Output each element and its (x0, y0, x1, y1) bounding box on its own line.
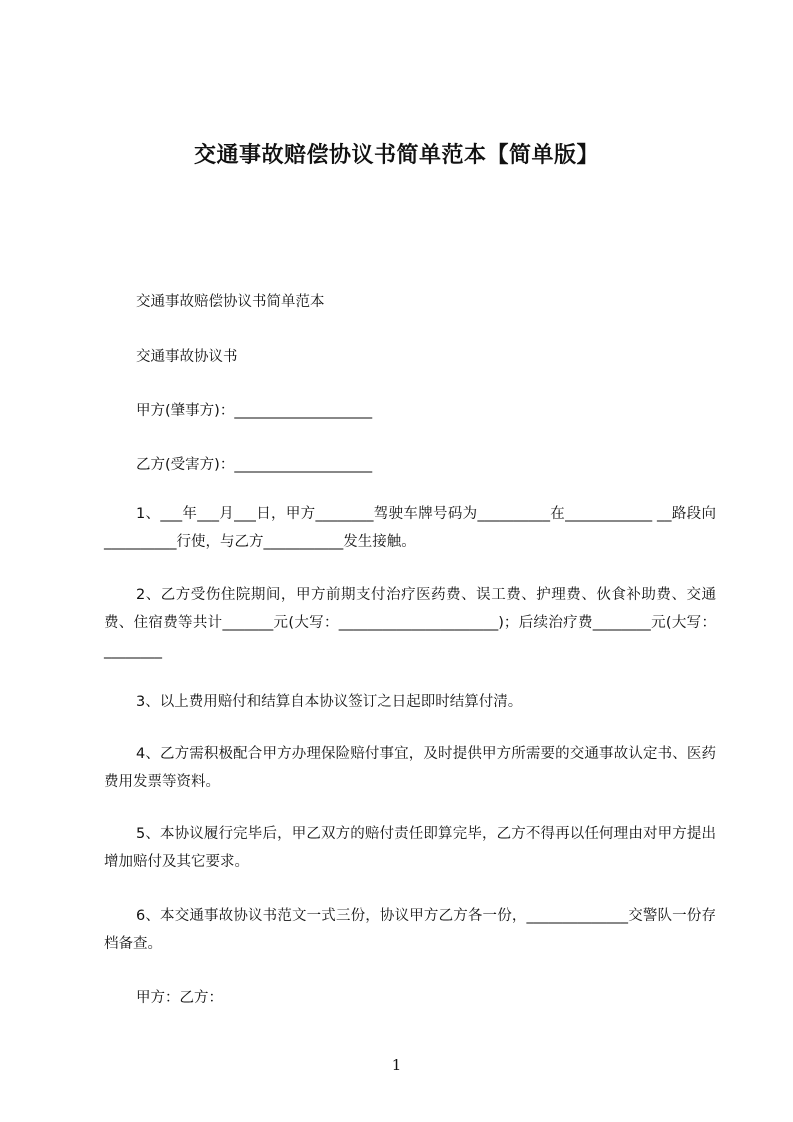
clause-1: 1、___年___月___日，甲方________驾驶车牌号码为__________在____________ __路段向__________行使，与乙方___________发生接触。 (104, 506, 716, 550)
clause-3: 3、以上费用赔付和结算自本协议签订之日起即时结算付清。 (136, 694, 523, 710)
party-b-line: 乙方(受害方)：___________________ (136, 457, 373, 473)
document-title: 交通事故赔偿协议书简单范本【简单版】 (193, 143, 599, 168)
section-heading: 交通事故协议书 (136, 349, 238, 365)
party-a-line: 甲方(肇事方)：___________________ (136, 403, 373, 419)
signature-line: 甲方：乙方： (136, 990, 223, 1006)
clause-4: 4、乙方需积极配合甲方办理保险赔付事宜，及时提供甲方所需要的交通事故认定书、医药费用发票等资料。 (104, 746, 716, 790)
subtitle: 交通事故赔偿协议书简单范本 (136, 294, 325, 310)
clause-2: 2、乙方受伤住院期间，甲方前期支付治疗医药费、误工费、护理费、伙食补助费、交通费、住宿费等共计_______元(大写：______________________)；后续治疗费________元(大写：________ (104, 587, 716, 659)
clause-5: 5、本协议履行完毕后，甲乙双方的赔付责任即算完毕，乙方不得再以任何理由对甲方提出增加赔付及其它要求。 (104, 826, 716, 870)
clause-6: 6、本交通事故协议书范文一式三份，协议甲方乙方各一份，______________交警队一份存档备查。 (104, 908, 716, 952)
page-number: 1 (391, 1056, 402, 1074)
